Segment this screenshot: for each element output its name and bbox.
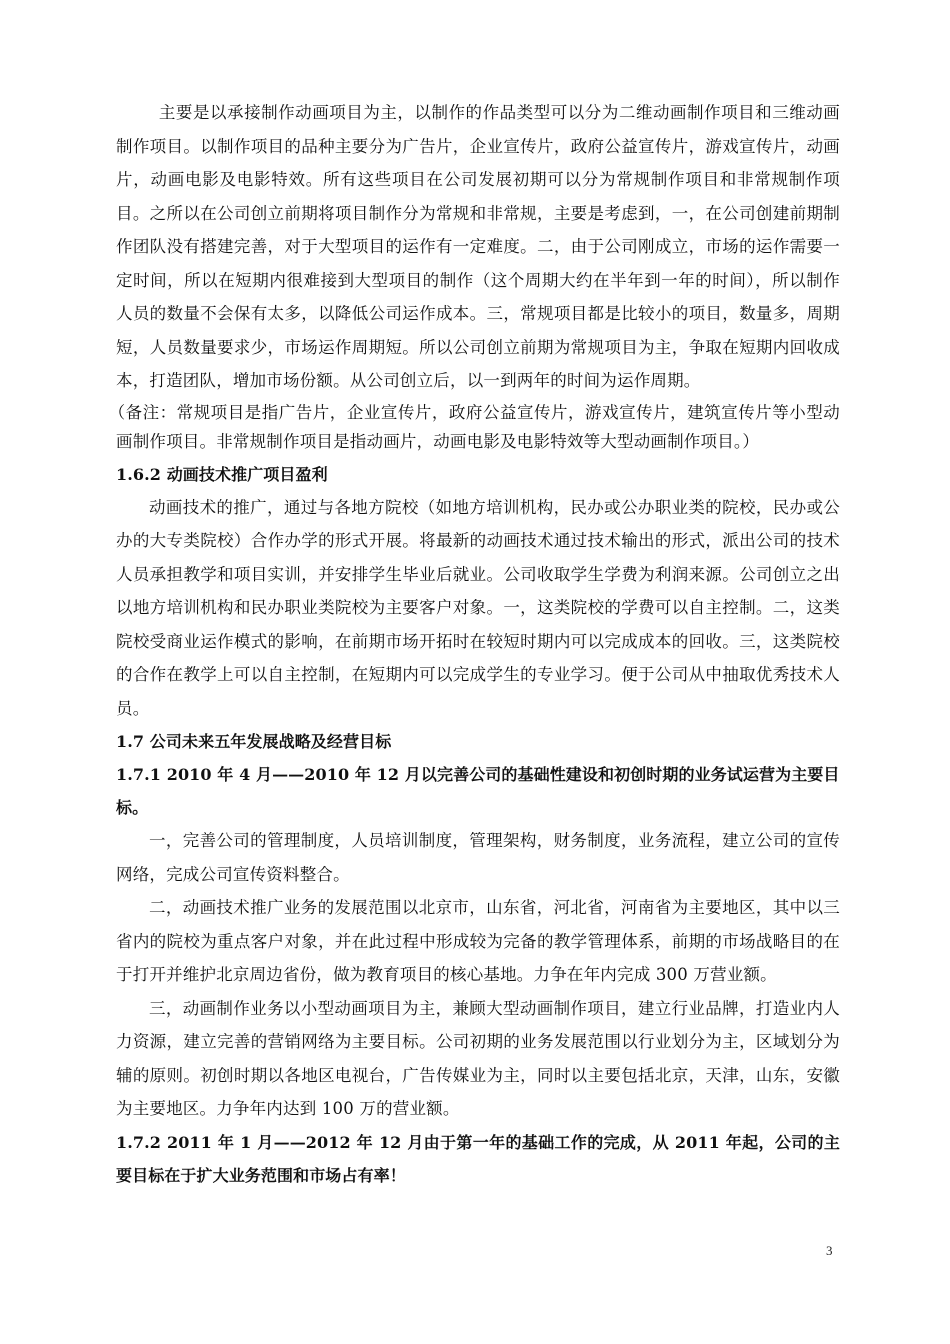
paragraph-goal-two: 二，动画技术推广业务的发展范围以北京市，山东省，河北省，河南省为主要地区，其中以三省内的院校为重点客户对象，并在此过程中形成较为完备的教学管理体系，前期的市场战略目的在于打开并维护北京周边省份，做为教育项目的核心基地。力争在年内完成 300 万营业额。: [116, 898, 840, 984]
page-number: 3: [826, 1243, 833, 1258]
section-heading-1-6-2: 1.6.2 动画技术推广项目盈利: [116, 464, 328, 484]
page-body: [108, 96, 840, 1192]
note-paragraph: （备注：常规项目是指广告片，企业宣传片，政府公益宣传片，游戏宣传片，建筑宣传片等小型动画制作项目。非常规制作项目是指动画片，动画电影及电影特效等大型动画制作项目。）: [108, 402, 840, 451]
section-heading-1-7: 1.7 公司未来五年发展战略及经营目标: [116, 732, 392, 751]
section-heading-1-7-2: 1.7.2 2011 年 1 月——2012 年 12 月由于第一年的基础工作的完成，从 2011 年起，公司的主要目标在于扩大业务范围和市场占有率！: [116, 1132, 840, 1185]
paragraph-goal-one: 一，完善公司的管理制度，人员培训制度，管理架构，财务制度，业务流程，建立公司的宣传网络，完成公司宣传资料整合。: [116, 831, 840, 884]
paragraph-tech-promotion: 动画技术的推广，通过与各地方院校（如地方培训机构，民办或公办职业类的院校，民办或公办的大专类院校）合作办学的形式开展。将最新的动画技术通过技术输出的形式，派出公司的技术人员承担教学和项目实训，并安排学生毕业后就业。公司收取学生学费为利润来源。公司创立之出以地方培训机构和民办职业类院校为主要客户对象。一，这类院校的学费可以自主控制。二，这类院校受商业运作模式的影响，在前期市场开拓时在较短时期内可以完成成本的回收。三，这类院校的合作在教学上可以自主控制，在短期内可以完成学生的专业学习。便于公司从中抽取优秀技术人员。: [116, 497, 840, 718]
paragraph-production-projects: 主要是以承接制作动画项目为主，以制作的作品类型可以分为二维动画制作项目和三维动画制作项目。以制作项目的品种主要分为广告片，企业宣传片，政府公益宣传片，游戏宣传片，动画片，动画电影及电影特效。所有这些项目在公司发展初期可以分为常规制作项目和非常规制作项目。之所以在公司创立前期将项目制作分为常规和非常规，主要是考虑到，一，在公司创建前期制作团队没有搭建完善，对于大型项目的运作有一定难度。二，由于公司刚成立，市场的运作需要一定时间，所以在短期内很难接到大型项目的制作（这个周期大约在半年到一年的时间），所以制作人员的数量不会保有太多，以降低公司运作成本。三，常规项目都是比较小的项目，数量多，周期短，人员数量要求少，市场运作周期短。所以公司创立前期为常规项目为主，争取在短期内回收成本，打造团队，增加市场份额。从公司创立后，以一到两年的时间为运作周期。: [116, 103, 840, 390]
paragraph-goal-three: 三，动画制作业务以小型动画项目为主，兼顾大型动画制作项目，建立行业品牌，打造业内人力资源，建立完善的营销网络为主要目标。公司初期的业务发展范围以行业划分为主，区域划分为辅的原则。初创时期以各地区电视台，广告传媒业为主，同时以主要包括北京，天津，山东，安徽为主要地区。力争年内达到 100 万的营业额。: [116, 998, 840, 1118]
section-heading-1-7-1: 1.7.1 2010 年 4 月——2010 年 12 月以完善公司的基础性建设和初创时期的业务试运营为主要目标。: [116, 765, 840, 817]
